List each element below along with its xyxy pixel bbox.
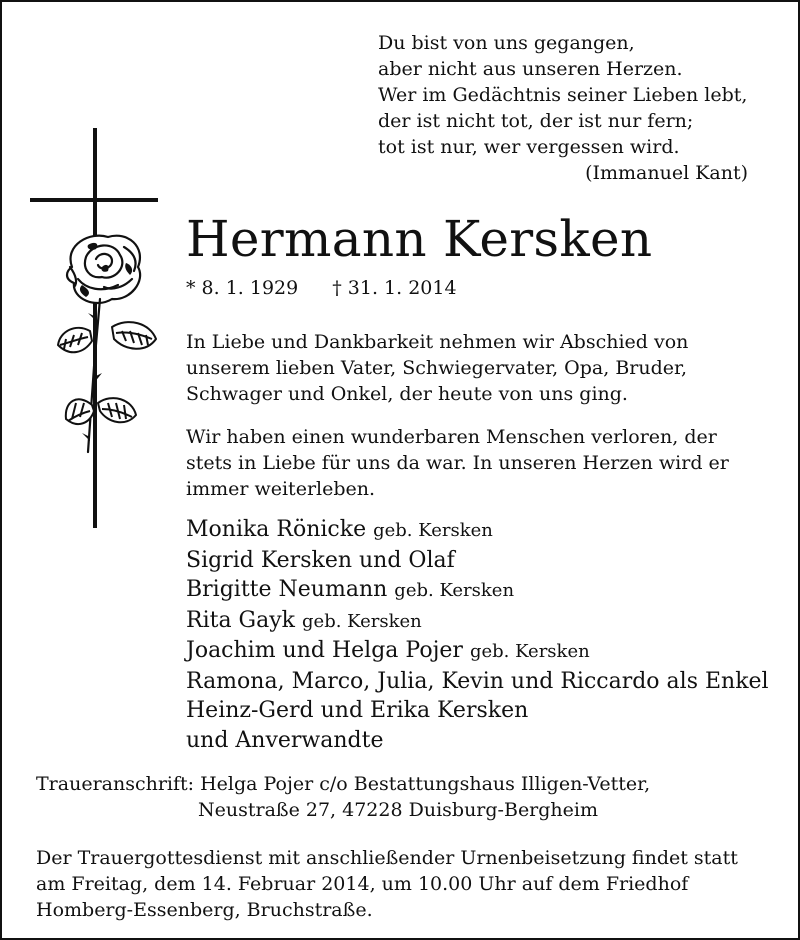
address-line: Traueranschrift: Helga Pojer c/o Bestattungshaus Illigen-Vetter, xyxy=(36,773,651,795)
mourners-list xyxy=(186,515,786,755)
paragraph-line: immer weiterleben. xyxy=(186,478,376,500)
paragraph-line: Schwager und Onkel, der heute von uns ging. xyxy=(186,383,628,405)
mourner xyxy=(186,667,786,697)
deceased-name: Hermann Kersken xyxy=(186,210,653,268)
poem-line: aber nicht aus unseren Herzen. xyxy=(378,58,683,80)
service-line: am Freitag, dem 14. Februar 2014, um 10.00 Uhr auf dem Friedhof xyxy=(36,873,689,895)
service-line: Homberg-Essenberg, Bruchstraße. xyxy=(36,899,373,921)
mourner-name: Sigrid Kersken und Olaf xyxy=(186,547,455,573)
life-dates xyxy=(186,275,457,301)
rose-icon xyxy=(42,227,162,462)
mourner-name: Rita Gayk xyxy=(186,607,296,633)
mourner-name: und Anverwandte xyxy=(186,727,384,753)
service-announcement xyxy=(36,845,776,923)
mourner xyxy=(186,636,786,667)
poem-line: tot ist nur, wer vergessen wird. xyxy=(378,136,680,158)
service-line: Der Trauergottesdienst mit anschließender Urnenbeisetzung findet statt xyxy=(36,847,738,869)
paragraph-line: Wir haben einen wunderbaren Menschen verloren, der xyxy=(186,426,717,448)
mourner xyxy=(186,575,786,606)
mourner-name: Brigitte Neumann xyxy=(186,577,388,602)
farewell-paragraph xyxy=(186,329,766,407)
poem-author: (Immanuel Kant) xyxy=(585,162,748,184)
poem-quote xyxy=(378,30,778,186)
mourning-address xyxy=(36,771,650,823)
mourner-name: Heinz-Gerd und Erika Kersken xyxy=(186,698,529,723)
mourner xyxy=(186,726,786,756)
paragraph-line: unserem lieben Vater, Schwiegervater, Opa, Bruder, xyxy=(186,357,688,379)
mourner xyxy=(186,546,786,576)
birth-date: * 8. 1. 1929 xyxy=(186,277,299,299)
poem-line: Wer im Gedächtnis seiner Lieben lebt, xyxy=(378,84,748,106)
poem-line: der ist nicht tot, der ist nur fern; xyxy=(378,110,694,132)
cross-icon-bar xyxy=(30,198,158,202)
death-date: † 31. 1. 2014 xyxy=(332,277,457,299)
maiden-name: geb. Kersken xyxy=(394,580,515,601)
address-line: Neustraße 27, 47228 Duisburg-Bergheim xyxy=(198,799,599,821)
mourner xyxy=(186,515,786,546)
maiden-name: geb. Kersken xyxy=(469,641,590,662)
tribute-paragraph xyxy=(186,424,766,502)
maiden-name: geb. Kersken xyxy=(302,610,422,632)
maiden-name: geb. Kersken xyxy=(373,520,493,541)
poem-line: Du bist von uns gegangen, xyxy=(378,32,635,54)
mourner-name: Ramona, Marco, Julia, Kevin und Riccardo als Enkel xyxy=(186,668,769,694)
paragraph-line: stets in Liebe für uns da war. In unseren Herzen wird er xyxy=(186,452,729,474)
mourner xyxy=(186,696,786,726)
mourner-name: Joachim und Helga Pojer xyxy=(186,638,463,663)
mourner xyxy=(186,606,786,637)
mourner-name: Monika Rönicke xyxy=(186,517,367,542)
paragraph-line: In Liebe und Dankbarkeit nehmen wir Abschied von xyxy=(186,331,689,353)
